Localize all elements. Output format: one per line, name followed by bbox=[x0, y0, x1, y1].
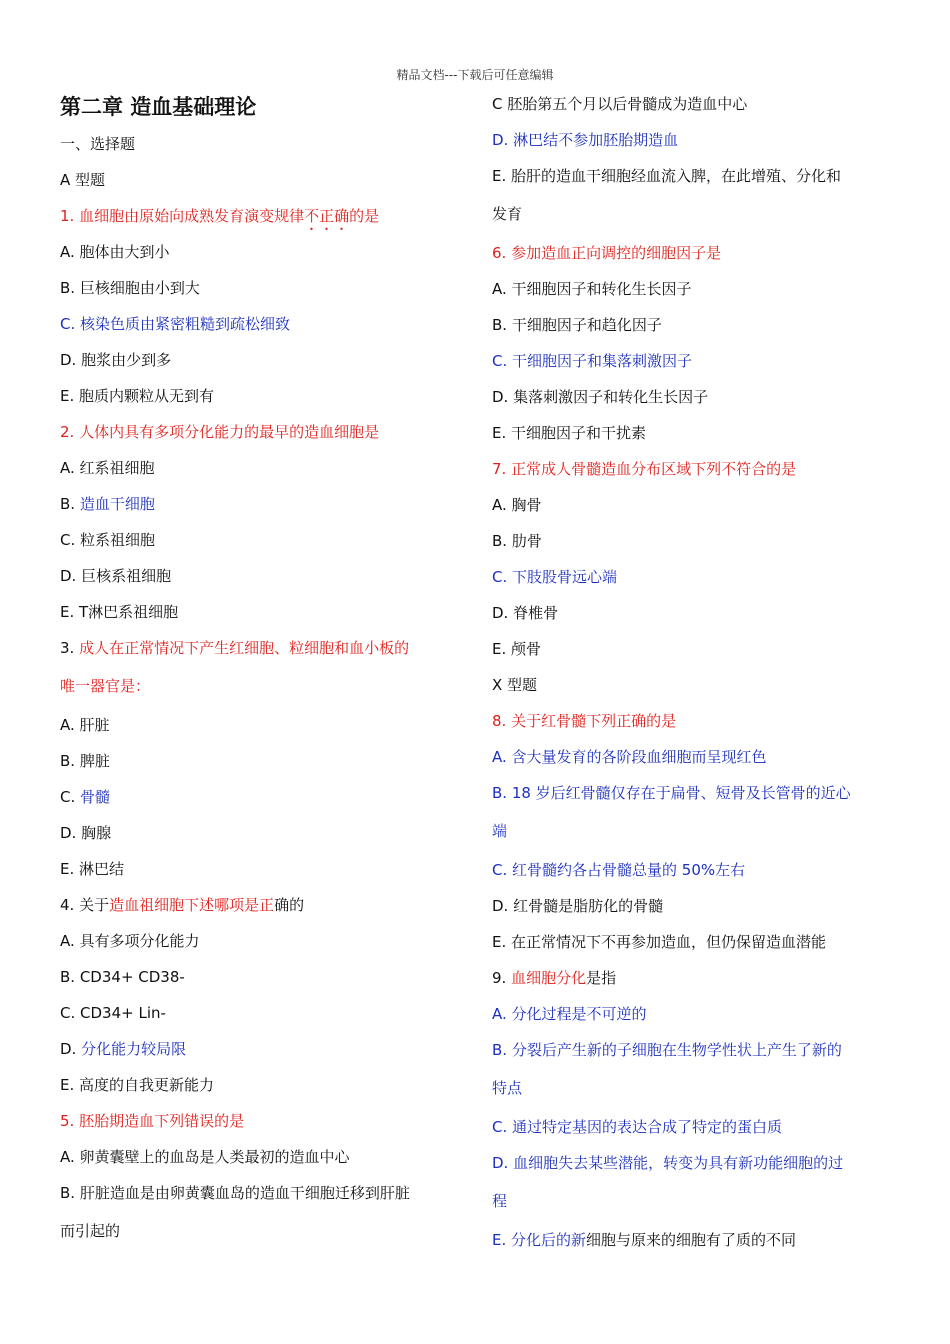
question-line bbox=[492, 1222, 897, 1258]
question-line: E. T淋巴系祖细胞 bbox=[60, 603, 179, 621]
question-line: 而引起的 bbox=[60, 1222, 121, 1240]
question-line: B. CD34+ CD38- bbox=[60, 968, 185, 986]
question-line: C. 核染色质由紧密粗糙到疏松细致 bbox=[60, 315, 291, 333]
question-line: A. 分化过程是不可逆的 bbox=[492, 1005, 647, 1023]
question-line: 特点 bbox=[492, 1079, 523, 1097]
option-letter: B. bbox=[60, 495, 80, 513]
question-line: D. 集落刺激因子和转化生长因子 bbox=[492, 388, 709, 406]
question-line: B. 肋骨 bbox=[492, 532, 542, 550]
question-line: X 型题 bbox=[492, 676, 538, 694]
right-column bbox=[492, 86, 897, 1258]
question-line: A. 胞体由大到小 bbox=[60, 243, 170, 261]
question-line: 程 bbox=[492, 1192, 508, 1210]
question-line: C. 下肢股骨远心端 bbox=[492, 568, 618, 586]
question-line: E. 在正常情况下不再参加造血，但仍保留造血潜能 bbox=[492, 933, 827, 951]
line-text: 确的 bbox=[274, 896, 305, 914]
question-line bbox=[60, 630, 470, 666]
question-line: 6. 参加造血正向调控的细胞因子是 bbox=[492, 244, 722, 262]
question-line bbox=[492, 960, 897, 996]
question-line: C. 红骨髓约各占骨髓总量的 50%左右 bbox=[492, 861, 746, 879]
question-text: 成人在正常情况下产生红细胞、粒细胞和血小板的 bbox=[79, 639, 410, 657]
question-line: D. 红骨髓是脂肪化的骨髓 bbox=[492, 897, 664, 915]
right-question-list bbox=[492, 86, 897, 1258]
question-line: A. 具有多项分化能力 bbox=[60, 932, 200, 950]
question-line: A. 胸骨 bbox=[492, 496, 542, 514]
question-line: C. 干细胞因子和集落刺激因子 bbox=[492, 352, 693, 370]
question-line bbox=[60, 779, 470, 815]
question-line: B. 干细胞因子和趋化因子 bbox=[492, 316, 662, 334]
question-line: B. 巨核细胞由小到大 bbox=[60, 279, 200, 297]
question-line: 7. 正常成人骨髓造血分布区域下列不符合的是 bbox=[492, 460, 797, 478]
question-line: C. 通过特定基因的表达合成了特定的蛋白质 bbox=[492, 1118, 783, 1136]
option-letter: C. bbox=[60, 788, 81, 806]
question-line: D. 巨核系祖细胞 bbox=[60, 567, 172, 585]
question-line: 唯一器官是： bbox=[60, 677, 151, 695]
highlight-text: 血细胞分化 bbox=[511, 969, 587, 987]
question-line: B. 18 岁后红骨髓仅存在于扁骨、短骨及长管骨的近心 bbox=[492, 784, 851, 802]
left-column bbox=[60, 86, 470, 1252]
question-line bbox=[60, 486, 470, 522]
line-text: 是指 bbox=[586, 969, 617, 987]
line-text: 的是 bbox=[349, 207, 380, 225]
question-line: D. 胸腺 bbox=[60, 824, 112, 842]
page-header: 精品文档---下载后可任意编辑 bbox=[396, 68, 554, 82]
question-line: E. 高度的自我更新能力 bbox=[60, 1076, 215, 1094]
question-line: A 型题 bbox=[60, 171, 106, 189]
question-line: D. 胞浆由少到多 bbox=[60, 351, 172, 369]
question-number: 3. bbox=[60, 639, 80, 657]
question-line bbox=[60, 887, 470, 923]
question-line: 2. 人体内具有多项分化能力的最早的造血细胞是 bbox=[60, 423, 380, 441]
question-line: E. 颅骨 bbox=[492, 640, 542, 658]
question-line: A. 干细胞因子和转化生长因子 bbox=[492, 280, 692, 298]
question-line: B. 脾脏 bbox=[60, 752, 110, 770]
line-text: 1. 血细胞由原始向成熟发育演变规律 bbox=[60, 207, 305, 225]
question-line: E. 干细胞因子和干扰素 bbox=[492, 424, 647, 442]
question-line: 发育 bbox=[492, 205, 523, 223]
question-line: 端 bbox=[492, 822, 508, 840]
emphasized-text: 不正确 bbox=[304, 207, 350, 225]
question-line: 5. 胚胎期造血下列错误的是 bbox=[60, 1112, 245, 1130]
question-line: E. 淋巴结 bbox=[60, 860, 125, 878]
question-line: A. 肝脏 bbox=[60, 716, 110, 734]
question-line: E. 胞质内颗粒从无到有 bbox=[60, 387, 215, 405]
question-line: D. 血细胞失去某些潜能，转变为具有新功能细胞的过 bbox=[492, 1154, 844, 1172]
highlight-text: 造血祖细胞下述哪项是正 bbox=[109, 896, 275, 914]
question-line: B. 分裂后产生新的子细胞在生物学性状上产生了新的 bbox=[492, 1041, 842, 1059]
line-text: 细胞与原来的细胞有了质的不同 bbox=[586, 1231, 797, 1249]
question-line: D. 脊椎骨 bbox=[492, 604, 559, 622]
question-line: C. CD34+ Lin- bbox=[60, 1004, 166, 1022]
question-line: C. 粒系祖细胞 bbox=[60, 531, 156, 549]
line-text: 9. bbox=[492, 969, 512, 987]
answer-text: E. 分化后的新 bbox=[492, 1231, 587, 1249]
question-line bbox=[60, 1031, 470, 1067]
question-line: A. 含大量发育的各阶段血细胞而呈现红色 bbox=[492, 748, 767, 766]
question-line: C 胚胎第五个月以后骨髓成为造血中心 bbox=[492, 95, 748, 113]
question-line: A. 红系祖细胞 bbox=[60, 459, 155, 477]
answer-text: 造血干细胞 bbox=[79, 495, 155, 513]
question-line: A. 卵黄囊壁上的血岛是人类最初的造血中心 bbox=[60, 1148, 350, 1166]
question-line: E. 胎肝的造血干细胞经血流入脾，在此增殖、分化和 bbox=[492, 167, 842, 185]
answer-text: 分化能力较局限 bbox=[81, 1040, 187, 1058]
question-line: 一、选择题 bbox=[60, 135, 136, 153]
left-question-list bbox=[60, 126, 470, 1252]
question-line: 8. 关于红骨髓下列正确的是 bbox=[492, 712, 677, 730]
chapter-title: 第二章 造血基础理论 bbox=[60, 95, 257, 119]
question-line: B. 肝脏造血是由卵黄囊血岛的造血干细胞迁移到肝脏 bbox=[60, 1184, 410, 1202]
answer-text: 骨髓 bbox=[80, 788, 111, 806]
question-line: D. 淋巴结不参加胚胎期造血 bbox=[492, 131, 679, 149]
option-letter: D. bbox=[60, 1040, 82, 1058]
line-text: 4. 关于 bbox=[60, 896, 110, 914]
question-line bbox=[60, 198, 470, 234]
